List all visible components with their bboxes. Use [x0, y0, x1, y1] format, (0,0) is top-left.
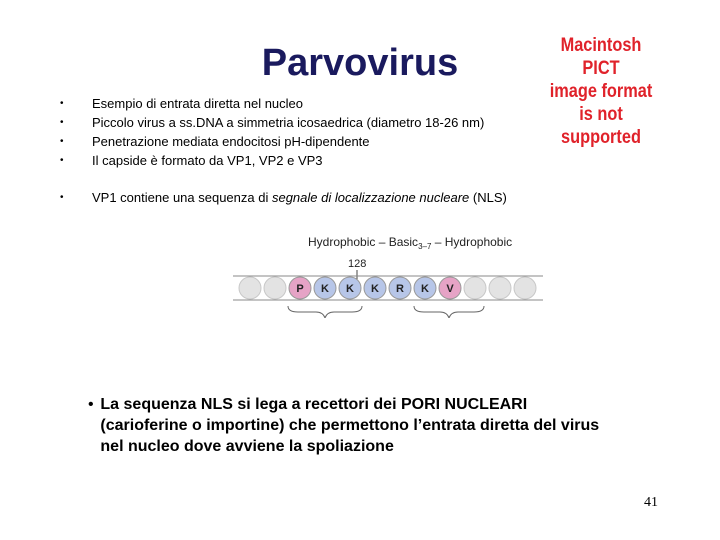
list-item	[60, 132, 600, 151]
nls-italic: segnale di localizzazione nucleare	[271, 190, 470, 205]
figure-header: Hydrophobic – Basic$_{3-7}$ – Hydrophobic	[308, 235, 513, 251]
bullet-text: Penetrazione mediata endocitosi pH-dipendente	[92, 134, 370, 149]
residue-letter: P	[296, 283, 304, 295]
nls-suffix: (NLS)	[469, 190, 507, 205]
residue-position-label: 128	[348, 258, 367, 270]
final-bullet	[88, 394, 608, 457]
brace-left	[288, 306, 362, 318]
pict-line-3: is not supported	[561, 104, 641, 148]
bullet-list	[60, 94, 600, 207]
filler-bead	[489, 277, 511, 299]
nls-sequence-figure	[228, 228, 548, 318]
bullet-text: Esempio di entrata diretta nel nucleo	[92, 96, 304, 111]
residue-letter: K	[371, 283, 379, 295]
list-item	[60, 94, 600, 113]
pict-line-2: image format	[549, 81, 653, 102]
bullet-text	[92, 188, 507, 207]
list-item-nls	[60, 188, 600, 207]
bullet-text: Piccolo virus a ss.DNA a simmetria icosaedrica (diametro 18-26 nm)	[92, 115, 485, 130]
residue-letter: K	[346, 283, 354, 295]
filler-bead	[264, 277, 286, 299]
list-item	[60, 151, 600, 170]
list-item	[60, 113, 600, 132]
residue-letter: K	[421, 283, 429, 295]
page-number: 41	[644, 495, 658, 510]
bullet-dot: •	[60, 117, 64, 128]
filler-bead	[514, 277, 536, 299]
residue-letter: K	[321, 283, 329, 295]
final-bullet-text: La sequenza NLS si lega a recettori dei PORI NUCLEARI (carioferine o importine) che permettono l’entrata diretta del virus nel nucleo dove avviene la spoliazione	[100, 396, 600, 455]
nls-prefix: VP1 contiene una sequenza di	[92, 190, 272, 205]
residue-beads	[239, 277, 536, 299]
residue-letter: V	[446, 283, 454, 295]
residue-letter: R	[396, 283, 404, 295]
brace-right	[414, 306, 484, 318]
slide-title: Parvovirus	[261, 42, 459, 84]
bullet-dot: •	[60, 192, 64, 203]
bullet-dot: •	[60, 155, 64, 166]
filler-bead	[464, 277, 486, 299]
bullet-dot: •	[60, 98, 64, 109]
bullet-dot: •	[88, 396, 94, 413]
bullet-dot: •	[60, 136, 64, 147]
bullet-text: Il capside è formato da VP1, VP2 e VP3	[92, 153, 323, 168]
pict-line-1: Macintosh PICT	[560, 35, 642, 79]
filler-bead	[239, 277, 261, 299]
